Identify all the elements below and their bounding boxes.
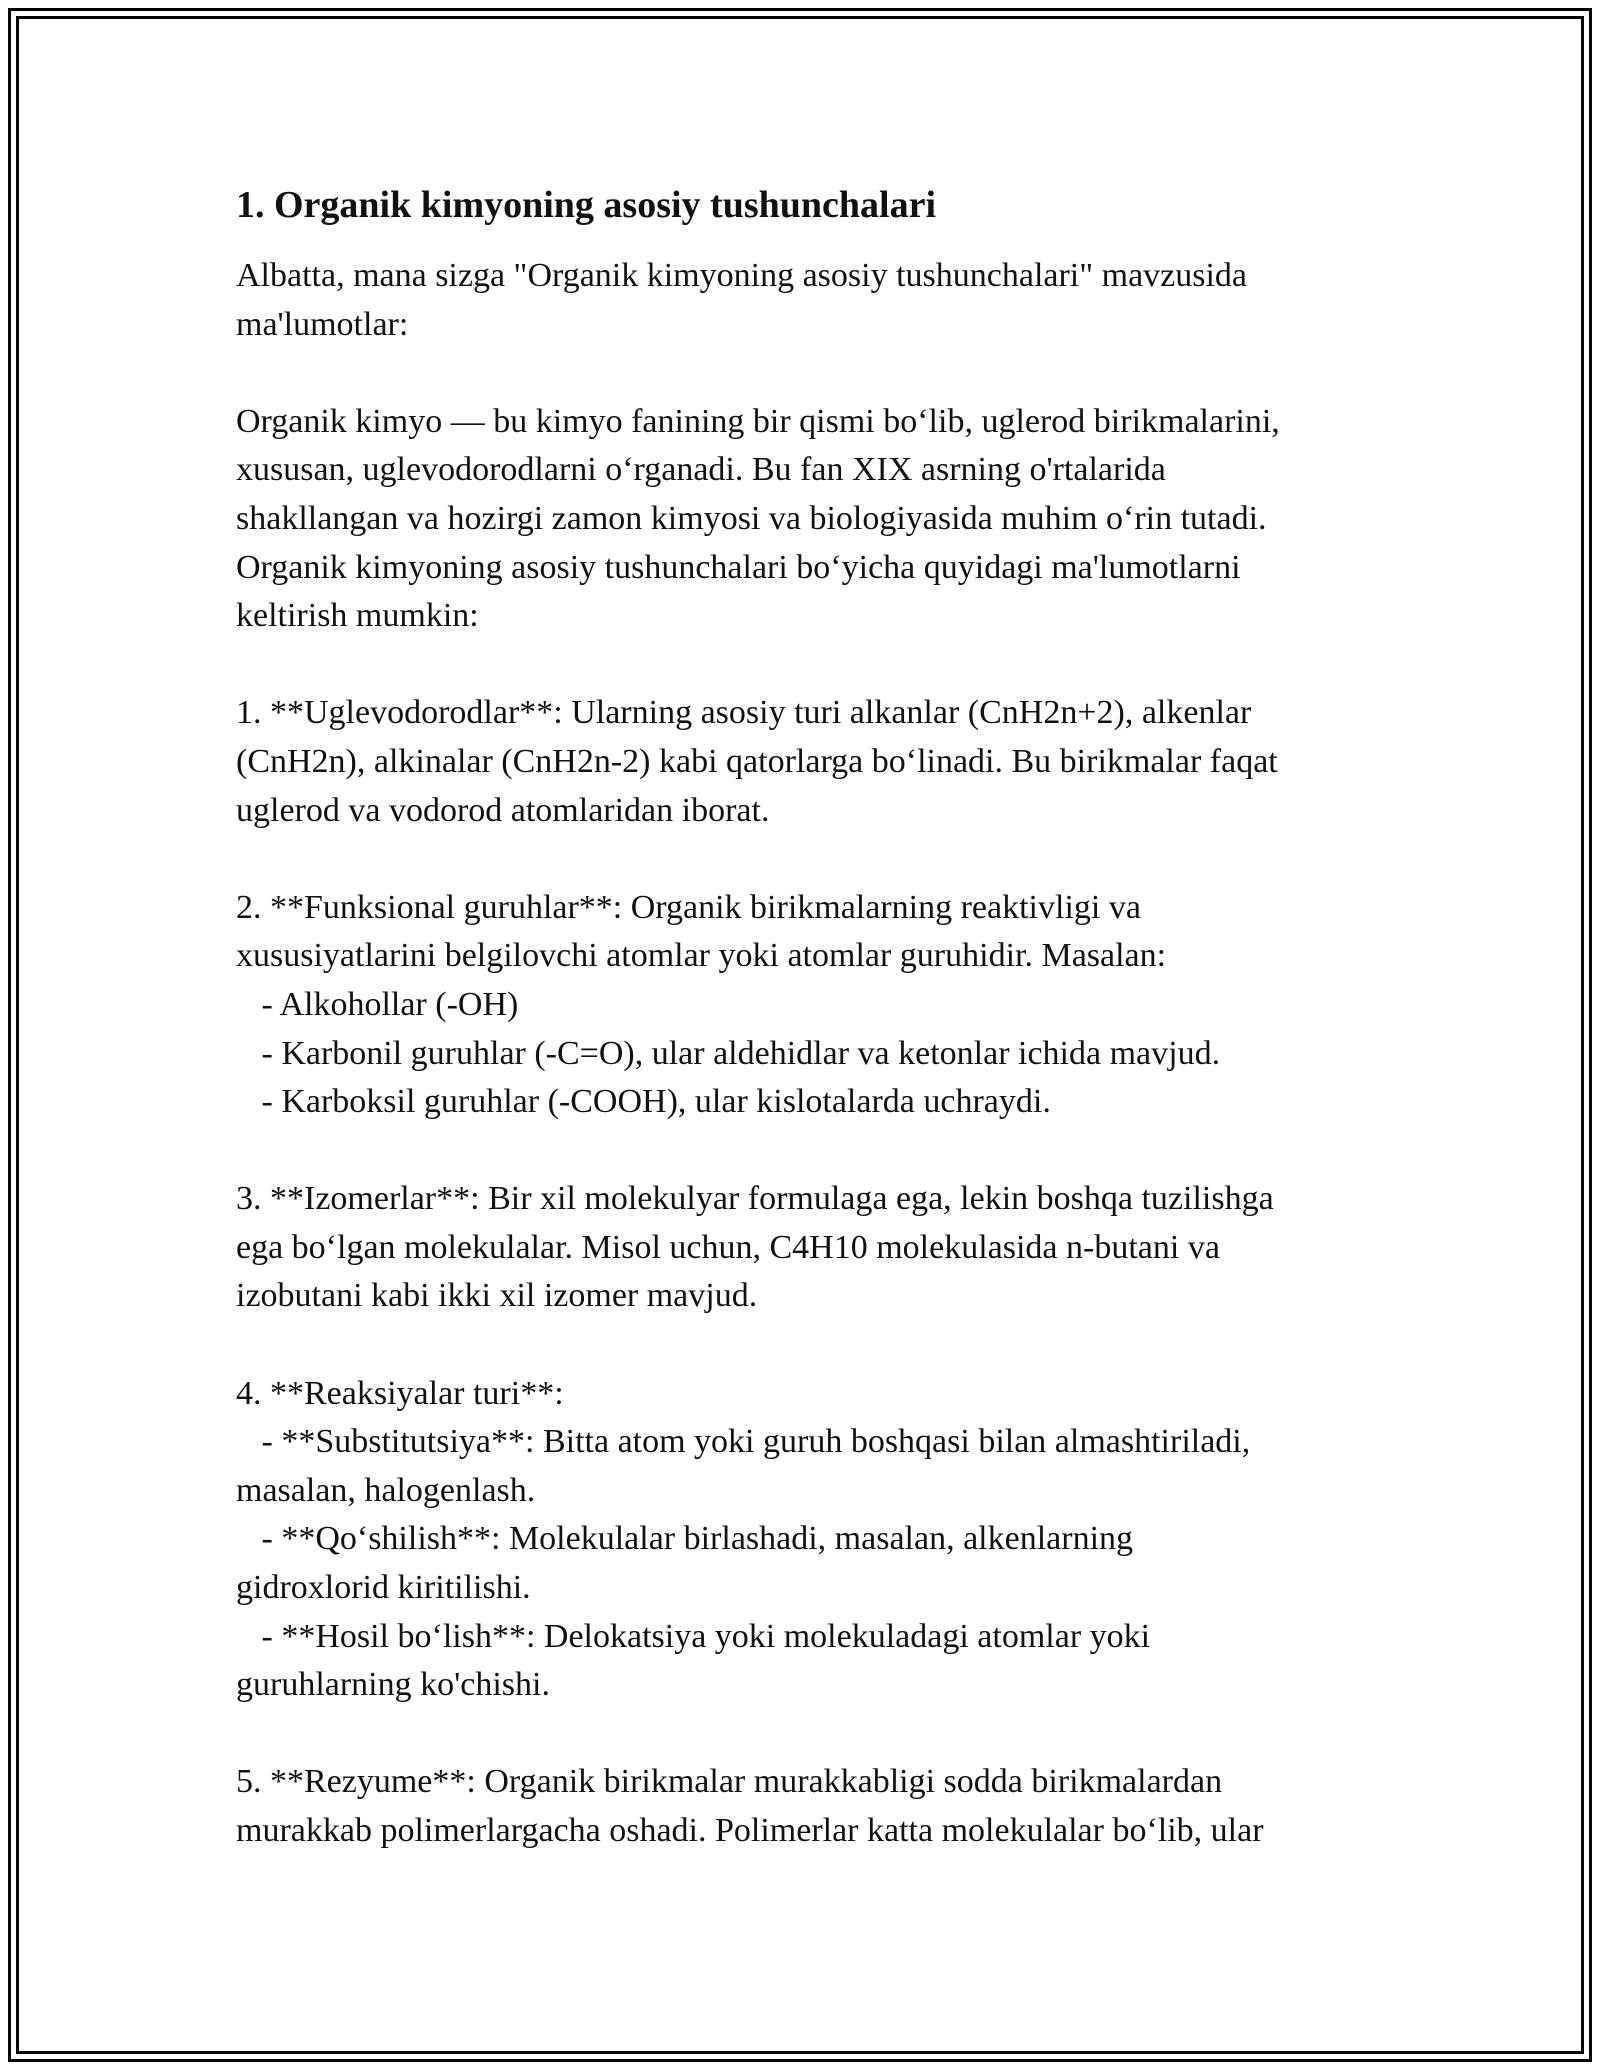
paragraph-isomers [236, 1175, 1386, 1321]
text-line: 4. **Reaksiyalar turi**: [236, 1374, 564, 1412]
text-line: izobutani kabi ikki xil izomer mavjud. [236, 1277, 758, 1315]
text-line: shakllangan va hozirgi zamon kimyosi va biologiyasida muhim o‘rin tutadi. [236, 499, 1267, 537]
text-line: gidroxlorid kiritilishi. [236, 1569, 531, 1607]
paragraph-hydrocarbons [236, 689, 1386, 835]
paragraph-summary [236, 1758, 1386, 1855]
paragraph-definition [236, 398, 1386, 641]
document-page [236, 182, 1386, 1904]
text-line: - **Hosil bo‘lish**: Delokatsiya yoki molekuladagi atomlar yoki [236, 1617, 1151, 1655]
text-line: ega bo‘lgan molekulalar. Misol uchun, C4H10 molekulasida n-butani va [236, 1228, 1220, 1266]
text-line: guruhlarning ko'chishi. [236, 1666, 550, 1704]
text-line: - Karbonil guruhlar (-C=O), ular aldehidlar va ketonlar ichida mavjud. [236, 1034, 1221, 1072]
text-line: - Karboksil guruhlar (-COOH), ular kislotalarda uchraydi. [236, 1083, 1051, 1121]
text-line: masalan, halogenlash. [236, 1471, 536, 1509]
text-line: Organik kimyo — bu kimyo fanining bir qismi bo‘lib, uglerod birikmalarini, [236, 402, 1280, 440]
text-line: 3. **Izomerlar**: Bir xil molekulyar formulaga ega, lekin boshqa tuzilishga [236, 1180, 1274, 1218]
text-line: - **Qo‘shilish**: Molekulalar birlashadi, masalan, alkenlarning [236, 1520, 1134, 1558]
text-line: xususan, uglevodorodlarni o‘rganadi. Bu fan XIX asrning o'rtalarida [236, 451, 1166, 489]
document-heading: 1. Organik kimyoning asosiy tushunchalari [236, 184, 937, 226]
text-line: Organik kimyoning asosiy tushunchalari bo‘yicha quyidagi ma'lumotlarni [236, 548, 1241, 586]
text-line: keltirish mumkin: [236, 597, 479, 635]
paragraph-intro [236, 252, 1386, 349]
text-line: 2. **Funksional guruhlar**: Organik birikmalarning reaktivligi va [236, 888, 1141, 926]
text-line: (CnH2n), alkinalar (CnH2n-2) kabi qatorlarga bo‘linadi. Bu birikmalar faqat [236, 742, 1278, 780]
text-line: xususiyatlarini belgilovchi atomlar yoki atomlar guruhidir. Masalan: [236, 937, 1167, 975]
text-line: 5. **Rezyume**: Organik birikmalar murakkabligi sodda birikmalardan [236, 1763, 1223, 1801]
paragraph-reaction-types [236, 1370, 1386, 1710]
text-line: murakkab polimerlargacha oshadi. Polimerlar katta molekulalar bo‘lib, ular [236, 1812, 1264, 1849]
paragraph-functional-groups [236, 884, 1386, 1127]
text-line: - **Substitutsiya**: Bitta atom yoki guruh boshqasi bilan almashtiriladi, [236, 1423, 1251, 1461]
text-line: - Alkohollar (-OH) [236, 985, 519, 1023]
text-line: Albatta, mana sizga "Organik kimyoning asosiy tushunchalari" mavzusida [236, 257, 1248, 294]
text-line: ma'lumotlar: [236, 305, 409, 343]
text-line: uglerod va vodorod atomlaridan iborat. [236, 791, 770, 829]
text-line: 1. **Uglevodorodlar**: Ularning asosiy turi alkanlar (CnH2n+2), alkenlar [236, 694, 1252, 732]
